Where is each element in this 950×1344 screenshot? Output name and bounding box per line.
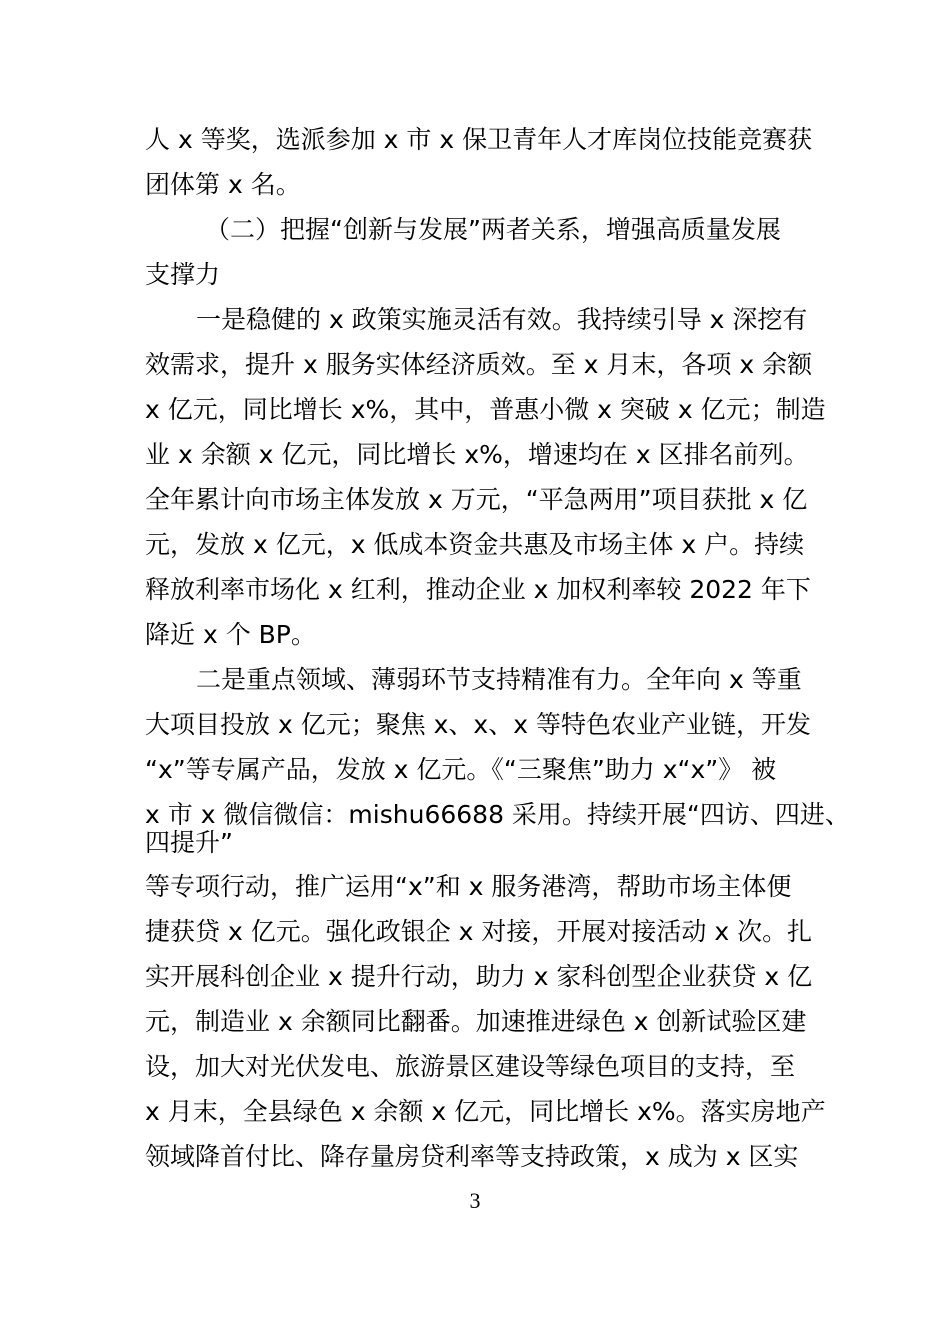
text-line: 全年累计向市场主体发放 x 万元，“平急两用”项目获批 x 亿 — [145, 485, 808, 514]
text-line: 元，发放 x 亿元，x 低成本资金共惠及市场主体 x 户。持续 — [145, 530, 805, 559]
text-line: 大项目投放 x 亿元；聚焦 x、x、x 等特色农业产业链，开发 — [145, 710, 811, 739]
page-number: 3 — [469, 1188, 481, 1213]
text-line: 捷获贷 x 亿元。强化政银企 x 对接，开展对接活动 x 次。扎 — [145, 917, 813, 946]
section-heading: （二）把握“创新与发展”两者关系，增强高质量发展 — [205, 215, 781, 244]
text-line: 降近 x 个 BP。 — [145, 620, 316, 649]
text-line: 人 x 等奖，选派参加 x 市 x 保卫青年人才库岗位技能竞赛获 — [145, 125, 813, 154]
paragraph-1-start: 一是稳健的 x 政策实施灵活有效。我持续引导 x 深挖有 — [196, 305, 808, 334]
text-line: 设，加大对光伏发电、旅游景区建设等绿色项目的支持，至 — [145, 1052, 796, 1081]
text-line: 元，制造业 x 余额同比翻番。加速推进绿色 x 创新试验区建 — [145, 1007, 807, 1036]
text-line: x 市 x 微信微信：mishu66688 采用。持续开展“四访、四进、 — [145, 800, 850, 829]
section-heading-continuation: 支撑力 — [145, 260, 221, 289]
text-line: x 月末，全县绿色 x 余额 x 亿元，同比增长 x%。落实房地产 — [145, 1097, 826, 1126]
paragraph-2-start: 二是重点领域、薄弱环节支持精准有力。全年向 x 等重 — [196, 665, 802, 694]
text-line: 业 x 余额 x 亿元，同比增长 x%，增速均在 x 区排名前列。 — [145, 440, 809, 469]
text-line: 团体第 x 名。 — [145, 170, 301, 199]
text-line: 四提升” — [145, 828, 233, 857]
text-line: 实开展科创企业 x 提升行动，助力 x 家科创型企业获贷 x 亿 — [145, 962, 813, 991]
text-line: 效需求，提升 x 服务实体经济质效。至 x 月末，各项 x 余额 — [145, 350, 813, 379]
text-line: 领域降首付比、降存量房贷利率等支持政策，x 成为 x 区实 — [145, 1142, 799, 1171]
text-line: 等专项行动，推广运用“x”和 x 服务港湾，帮助市场主体便 — [145, 872, 792, 901]
text-line: x 亿元，同比增长 x%，其中，普惠小微 x 突破 x 亿元；制造 — [145, 395, 826, 424]
text-line: “x”等专属产品，发放 x 亿元。《“三聚焦”助力 x“x”》 被 — [145, 755, 777, 784]
text-line: 释放利率市场化 x 红利，推动企业 x 加权利率较 2022 年下 — [145, 575, 811, 604]
